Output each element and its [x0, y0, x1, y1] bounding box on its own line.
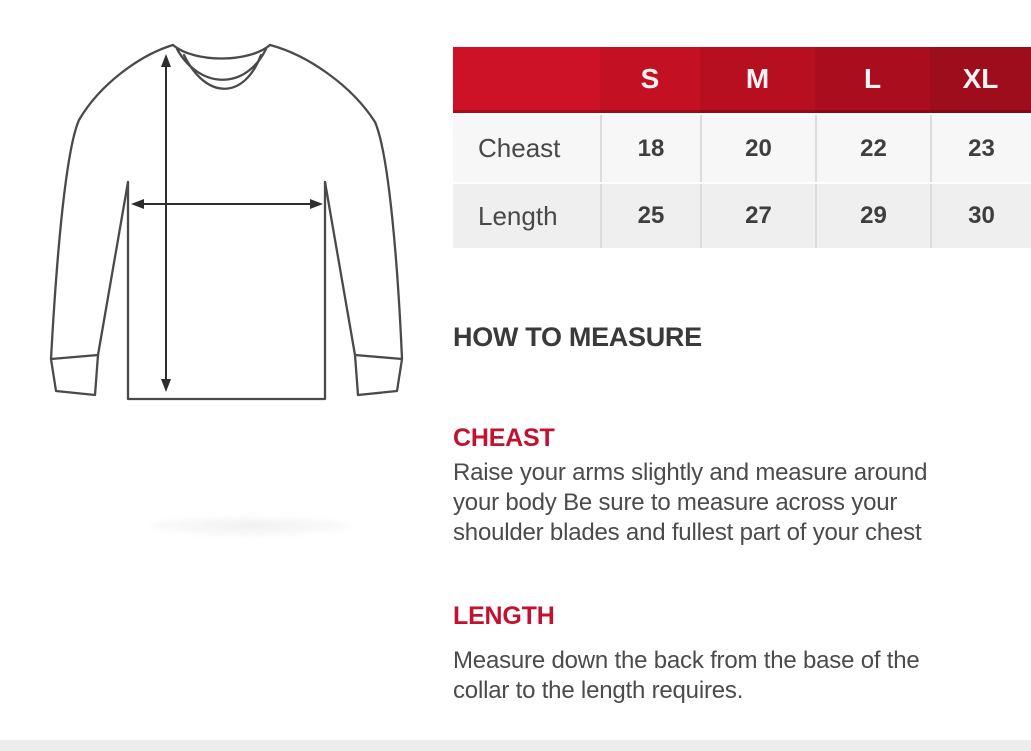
cheast-instructions	[453, 458, 927, 548]
shirt-diagram-container	[18, 22, 438, 457]
measurement-arrows	[131, 54, 323, 392]
shirt-body-outline	[128, 182, 325, 399]
arrowhead-down-icon	[161, 379, 171, 392]
length-instructions-line-1: Measure down the back from the base of the	[453, 647, 920, 674]
row-label-cheast: Cheast	[453, 115, 600, 182]
how-to-measure-title: HOW TO MEASURE	[453, 322, 702, 352]
length-instructions-line-2: collar to the length requires.	[453, 677, 744, 704]
table-row-cheast	[453, 115, 1031, 182]
size-col-xl: XL	[930, 47, 1031, 113]
cheast-instructions-line-3: shoulder blades and fullest part of your chest	[453, 519, 922, 546]
right-sleeve-outline	[270, 45, 402, 359]
right-sleeve-inner-edge	[325, 182, 355, 355]
length-m-value: 27	[700, 184, 815, 248]
table-row-length	[453, 184, 1031, 248]
length-l-value: 29	[815, 184, 930, 248]
collar-inner-curve	[184, 55, 261, 89]
shirt-measurement-diagram	[18, 22, 438, 457]
cheast-instructions-line-2: your body Be sure to measure across your	[453, 489, 898, 516]
arrowhead-right-icon	[310, 199, 323, 209]
cheast-s-value: 18	[600, 115, 700, 182]
bottom-bar	[0, 740, 1031, 751]
left-sleeve-inner-edge	[98, 182, 128, 355]
size-chart-table	[453, 47, 1031, 248]
size-chart-header-row	[453, 47, 1031, 113]
cheast-m-value: 20	[700, 115, 815, 182]
length-instructions	[453, 646, 920, 706]
cheast-xl-value: 23	[930, 115, 1031, 182]
left-cuff	[51, 355, 98, 395]
left-sleeve-outline	[51, 45, 173, 359]
size-chart-corner-cell	[453, 47, 600, 113]
cheast-heading: CHEAST	[453, 424, 555, 452]
cheast-instructions-line-1: Raise your arms slightly and measure around	[453, 459, 928, 486]
arrowhead-left-icon	[131, 199, 144, 209]
size-col-l: L	[815, 47, 930, 113]
cheast-l-value: 22	[815, 115, 930, 182]
size-col-s: S	[600, 47, 700, 113]
right-cuff	[355, 355, 402, 395]
length-s-value: 25	[600, 184, 700, 248]
collar-outer-curve	[173, 45, 270, 59]
length-xl-value: 30	[930, 184, 1031, 248]
size-col-m: M	[700, 47, 815, 113]
row-label-length: Length	[453, 184, 600, 248]
arrowhead-up-icon	[161, 54, 171, 67]
faint-watermark	[150, 516, 350, 536]
length-heading: LENGTH	[453, 602, 555, 630]
